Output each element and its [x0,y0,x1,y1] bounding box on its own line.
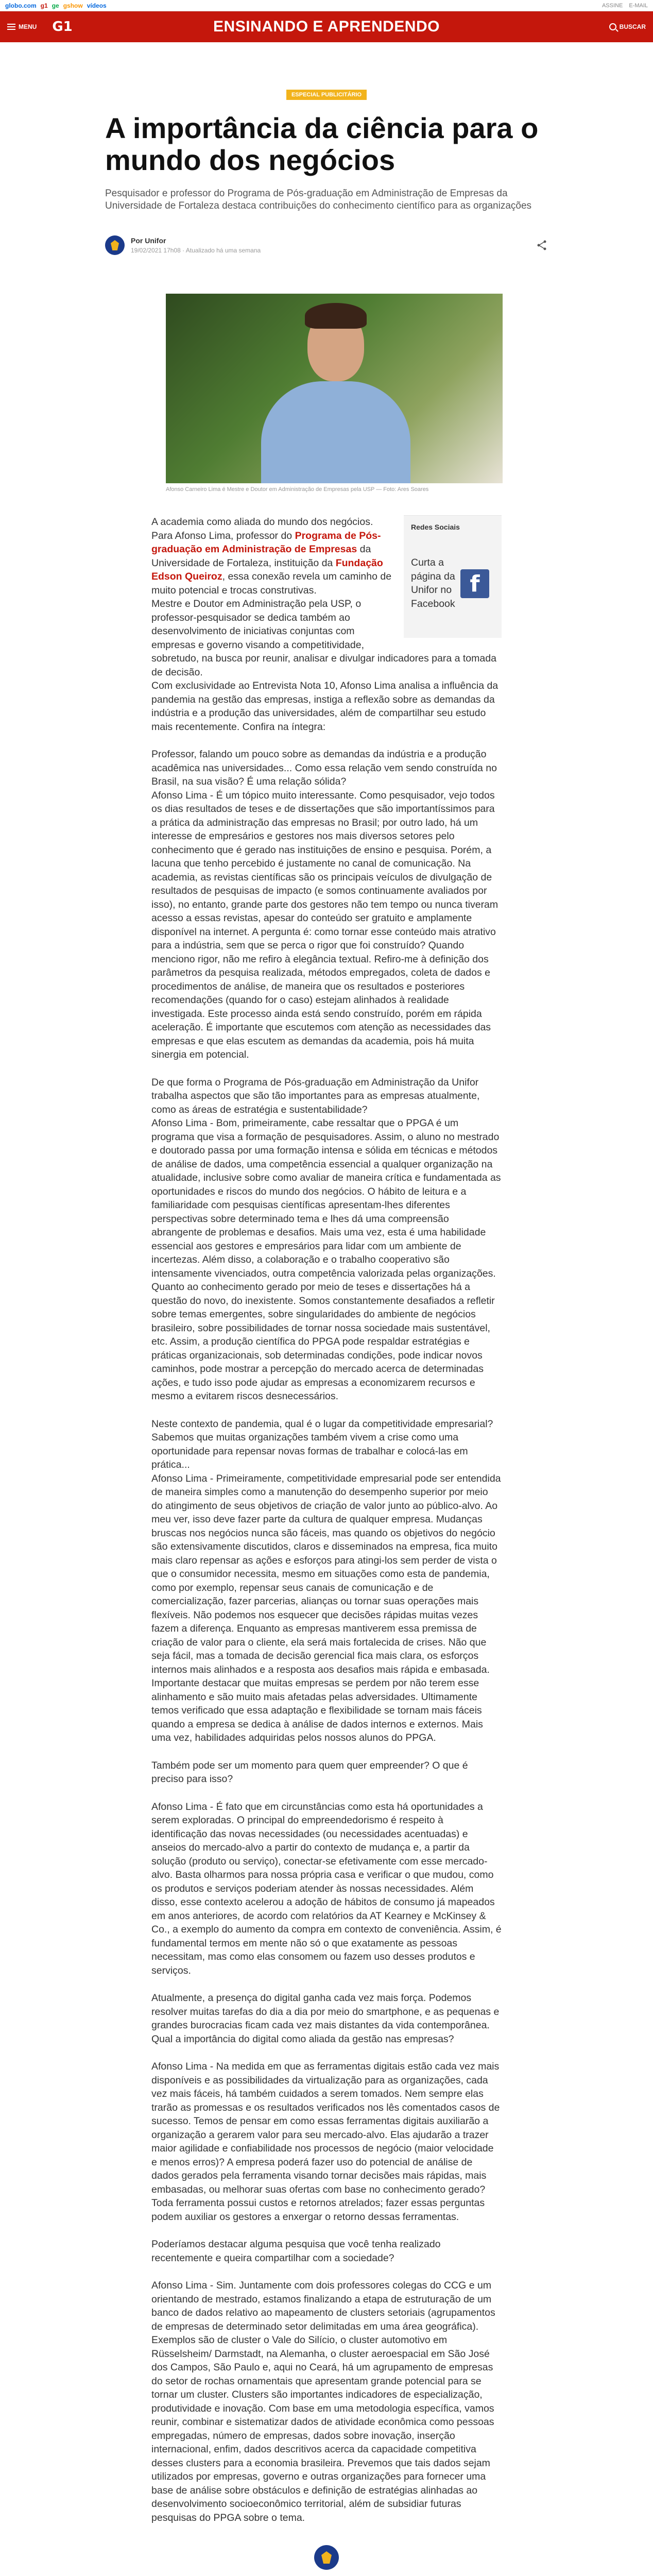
article-body [151,515,502,2524]
paragraph: Afonso Lima - Na medida em que as ferramentas digitais estão cada vez mais disponíveis e as possibilidades da virtualização para as organizações, cada vez mais fáceis, há também cuidados a serem tomados. Nem sempre elas trarão as promessas e os resultados verificados nos lês comentados casos de sucesso. Temos de pensar em como essas ferramentas digitais auxiliarão a organização a gerarem valor para seu mercado-alvo. Elas ajudarão a trazer maior agilidade e confiabilidade nos processos de negócio (maior velocidade e menos erros)? A empresa poderá fazer uso do potencial de análise de dados gerados pela ferramenta visando tornar decisões mais rápidas, mais embasadas, ou melhorar suas ofertas com base no conhecimento gerado? Toda ferramenta possui custos e retornos atrelados; fazer essas perguntas podem auxiliar os gestores a enxergar o retorno dessas ferramentas. [151,2061,500,2223]
share-icon[interactable] [536,239,548,251]
section-title: ENSINANDO E APRENDENDO [213,18,440,35]
question: Poderíamos destacar alguma pesquisa que você tenha realizado recentemente e queira compartilhar com a sociedade? [151,2239,441,2264]
hamburger-icon [7,24,15,30]
paragraph: Quanto ao conhecimento gerado por meio de teses e dissertações há a questão do novo, do inexistente. Somos constantemente desafiados a refletir sobre temas emergentes, sobre singularidades do ambiente de negócios brasileiro, sobre possibilidades de tornar nossa sociedade mais sustentável, etc. Assim, a produção científica do PPGA pode respaldar estratégias e práticas organizacionais, sob determinadas condições, pode indicar novos caminhos, pode mostrar a percepção do mercado acerca de determinadas ações, e tudo isso pode ajudar as empresas a economizarem recursos e mesmo a evitarem riscos desnecessários. [151,1281,495,1402]
site-header [0,11,653,42]
intro-text-3: , essa conexão revela um caminho de muito potencial e trocas construtivas. [151,571,392,596]
unifor-avatar [105,235,125,255]
g1-logo[interactable]: G1 [52,19,73,35]
email-link[interactable]: E-MAIL [629,2,648,9]
paragraph: Afonso Lima - É um tópico muito interessante. Como pesquisador, vejo todos os dias resultados de teses e de dissertações que são importantíssimos para a prática da administração das empresas no Brasil; por outro lado, há um interesse de empresários e gestores nos mais diversos setores pelo conhecimento que é gerado nas instituições de ensino e pesquisa. Porém, a lacuna que tenho percebido é justamente no canal de comunicação. Na academia, as revistas científicas são os principais veículos de divulgação de resultados de pesquisas de impacto (e somos continuamente avaliados por isso), no entanto, grande parte dos gestores não tem tempo ou nunca tiveram acesso a essas revistas, apesar do conteúdo ser gratuito e amplamente disponível na internet. A pergunta é: como tornar esse conteúdo mais atrativo para a indústria, sem que se perca o rigor que foi construído? Quando menciono rigor, não me refiro à elegância textual. Refiro-me à definição dos parâmetros da pesquisa realizada, métodos empregados, coleta de dados e procedimentos de análise, de maneira que os resultados e posteriores recomendações (quando for o caso) estejam alinhados à realidade investigada. Este processo ainda está sendo construído, porém em rápida aceleração. É importante que escutemos com atenção as necessidades das empresas e que elas escutem as demandas da academia, pois há muita sinergia em potencial. [151,789,499,1060]
globo-links [5,2,107,9]
paragraph: Afonso Lima - Bom, primeiramente, cabe ressaltar que o PPGA é um programa que visa a formação de pesquisadores. Assim, o aluno no mestrado e doutorado passa por uma formação intensa e sólida em técnicas e métodos de análise de dados, uma competência essencial a qualquer organização na atualidade, inclusive sobre como avaliar de maneira crítica e fundamentada as oportunidades e riscos do mundo dos negócios. O hábito de leitura e a familiaridade com pesquisas científicas apresentam-lhes diferentes perspectivas sobre determinado tema e lhes dá uma compreensão abrangente de problemas e desafios. Mais uma vez, esta é uma habilidade essencial aos gestores e empresários para lidar com um ambiente de incertezas. Além disso, a colaboração e o trabalho cooperativo são intensamente vivenciados, outra competência valorizada pelas organizações. [151,1117,501,1279]
link-globo[interactable]: globo.com [5,2,37,9]
ppga-link[interactable]: Programa de Pós-graduação em Administração de Empresas [151,530,381,555]
facebook-icon[interactable]: f [460,569,489,598]
social-title: Redes Sociais [411,523,460,531]
article-header [105,90,548,261]
byline [105,230,548,261]
question: Professor, falando um pouco sobre as demandas da indústria e a produção acadêmica nas universidades... Como essa relação vem sendo construída no Brasil, na sua visão? É uma relação sólida? [151,749,497,787]
social-text: Curta a página da Unifor no Facebook [411,557,455,609]
intro-text: A academia como aliada do mundo dos negócios. Para Afonso Lima, professor do [151,516,373,541]
link-videos[interactable]: vídeos [87,2,107,9]
paragraph: Mestre e Doutor em Administração pela USP, o professor-pesquisador se dedica também ao desenvolvimento de iniciativas conjuntas com empresas e governo visando a competitividade, sobretudo, na busca por reunir, analisar e divulgar indicadores para a tomada de decisão. [151,598,496,678]
search-icon [609,23,616,30]
article-photo [166,294,503,483]
paragraph: Afonso Lima - Sim. Juntamente com dois professores colegas do CCG e um orientando de mestrado, estamos finalizando a etapa de estruturação de um banco de dados relativo ao mapeamento de clusters setoriais (agrupamentos de empresas de determinado setor delimitadas em uma área geográfica). Exemplos são de cluster o Vale do Silício, o cluster automotivo em Rüsselsheim/ Darmstadt, na Alemanha, o cluster aeroespacial em São José dos Campos, São Paulo e, aqui no Ceará, há um agrupamento de empresas do setor de rochas ornamentais que apresentam grande potencial para se tornar um cluster. Clusters são importantes indicadores de especialização, produtividade e inovação. Com base em uma metodologia específica, vamos reunir, combinar e sistematizar dados de atividade econômica como pessoas empregadas, número de empresas, dados sobre inovação, inserção internacional, enfim, dados descritivos acerca da capacidade competitiva desses clusters para a economia brasileira. Prevemos que tais dados sejam utilizados por empresas, governo e outras organizações para fornecer uma base de análise sobre obstáculos e definição de estratégias alinhadas ao desenvolvimento socioeconômico territorial, além de subsidiar futuras pesquisas do PPGA sobre o tema. [151,2280,495,2523]
author-name: Por Unifor [131,236,166,245]
subscribe-link[interactable]: ASSINE [602,2,623,9]
article-photo-block [105,294,548,493]
footer-logo [0,2545,653,2572]
publish-date: 19/02/2021 17h08 · Atualizado há uma semana [131,247,261,254]
question: Também pode ser um momento para quem quer empreender? O que é preciso para isso? [151,1759,468,1785]
article-title: A importância da ciência para o mundo dos negócios [105,112,539,176]
photo-caption: Afonso Carneiro Lima é Mestre e Doutor em Administração de Empresas pela USP — Foto: Ares Soares [166,486,429,493]
question: Neste contexto de pandemia, qual é o lugar da competitividade empresarial? Sabemos que muitas organizações também vivem a crise como uma oportunidade para repensar novas formas de trabalhar e colocá-las em prática... [151,1418,493,1470]
link-ge[interactable]: ge [51,2,59,9]
intro-text-2: da Universidade de Fortaleza, instituição da [151,544,371,569]
fundacao-link[interactable]: Fundação Edson Queiroz [151,557,383,582]
sponsored-badge: ESPECIAL PUBLICITÁRIO [286,90,367,100]
social-box [404,515,502,638]
unifor-emblem-icon [314,2545,339,2570]
paragraph: Com exclusividade ao Entrevista Nota 10, Afonso Lima analisa a influência da pandemia na gestão das empresas, instiga a reflexão sobre as demandas da indústria e a produção das universidades, além de compartilhar seu estudo mais recentemente. Confira na íntegra: [151,680,499,733]
paragraph: Afonso Lima - É fato que em circunstâncias como esta há oportunidades a serem exploradas. O principal do empreendedorismo é respeito à identificação das novas necessidades (ou necessidades acentuadas) e anseios do mercado-alvo a partir do contexto de mudança e, a partir da solução (produto ou serviço), conectar-se efetivamente com esse mercado-alvo. Basta olharmos para nossa própria casa e verificar o que mudou, como os produtos e serviços poderiam atender às nossas necessidades. Além disso, esse contexto acelerou a adoção de hábitos de consumo já mapeados em anos anteriores, de acordo com relatórios da AT Kearney e McKinsey & Co., a exemplo do aumento da compra em contexto de conveniência. Assim, é fundamental termos em mente não só o que exatamente as pessoas necessitam, mas como elas consomem ou fazem uso desses produtos e serviços. [151,1801,502,1976]
globo-top-bar [0,0,653,11]
link-gshow[interactable]: gshow [63,2,83,9]
link-g1[interactable]: g1 [40,2,48,9]
search-label: BUSCAR [619,23,646,30]
search-button[interactable] [609,23,646,30]
question: Atualmente, a presença do digital ganha cada vez mais força. Podemos resolver muitas tarefas do dia a dia por meio do smartphone, e as pequenas e grandes burocracias ficam cada vez mais distantes da vida contemporânea. Qual a importância do digital como aliada da gestão nas empresas? [151,1992,500,2045]
paragraph: Afonso Lima - Primeiramente, competitividade empresarial pode ser entendida de maneira simples como a manutenção do desempenho superior por meio do atingimento de seus objetivos de criação de valor junto ao público-alvo. Ao meu ver, isso deve fazer parte da cultura de qualquer empresa. Mudanças bruscas nos negócios nunca são fáceis, mas quando os objetivos do negócio são extensivamente discutidos, claros e disseminados na empresa, fica muito mais claro repensar as ações e esforços para atingi-los sem perder de vista o que o consumidor necessita, mesmo em situações como esta de pandemia, como por exemplo, repensar seus canais de comunicação e de comercialização, fazer parcerias, alianças ou tornar suas operações mais flexíveis. Não podemos nos esquecer que decisões rápidas muitas vezes fazem a diferença. Enquanto as empresas mantiverem essa premissa de criação de valor para o cliente, ela será mais fortalecida de crises. Não que seja fácil, mas a tomada de decisão gerencial fica mais clara, os esforços internos mais alinhados e a resposta aos desafios mais rápida e embasada. Importante destacar que muitas empresas se perdem por não terem esse alinhamento e são muito mais afetadas pelas adversidades. Ultimamente temos verificado que essa adaptação e flexibilidade se tornam mais fáceis quando a empresa se dedica à análise de dados internos e externos. Mais uma vez, habilidades adquiridas pelos nossos alunos do PPGA. [151,1472,501,1743]
menu-label: MENU [19,23,37,30]
menu-button[interactable] [7,23,37,30]
article-subtitle: Pesquisador e professor do Programa de Pós-graduação em Administração de Empresas da Universidade de Fortaleza destaca contribuições do conhecimento científico para as organizações [105,188,532,211]
question: De que forma o Programa de Pós-graduação em Administração da Unifor trabalha aspectos que são tão importantes para as empresas atualmente, como as áreas de estratégia e sustentabilidade? [151,1076,480,1115]
top-bar-right [602,3,648,9]
